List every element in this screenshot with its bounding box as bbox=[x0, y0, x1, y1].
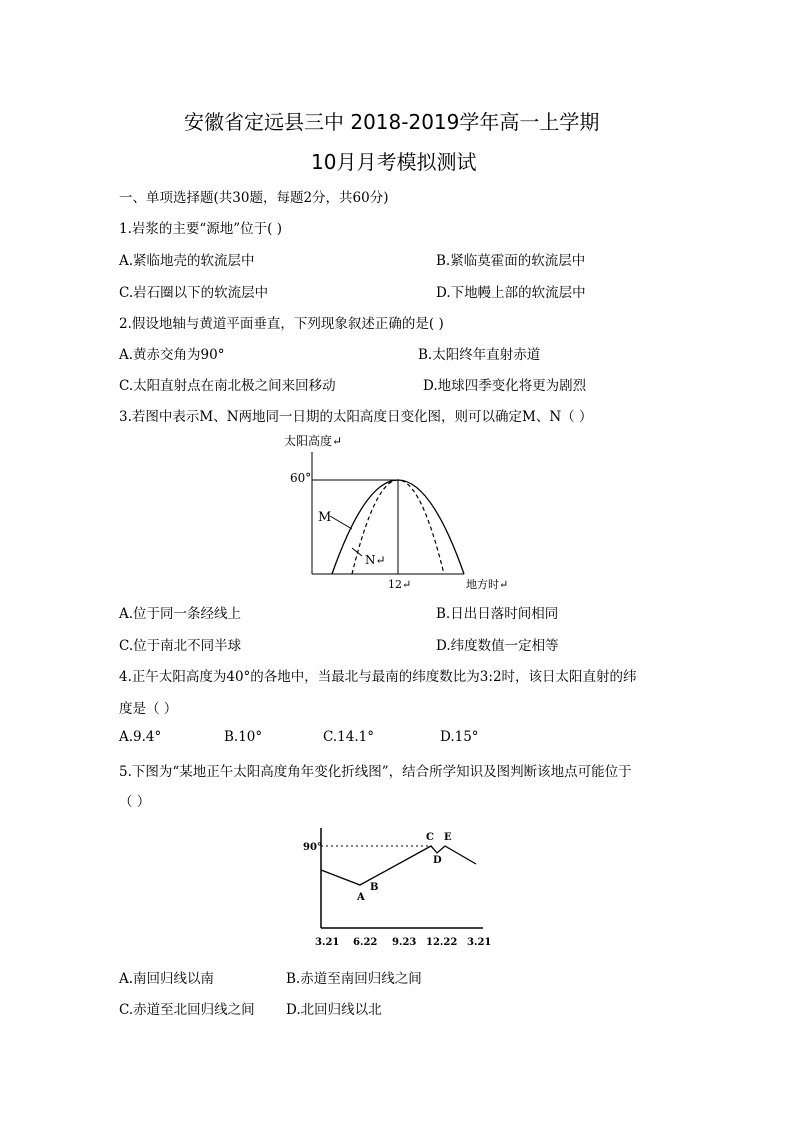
q3-option-a: A.位于同一条经线上 bbox=[119, 606, 242, 622]
q4-option-c: C.14.1° bbox=[323, 729, 374, 745]
fig1-60-label: 60° bbox=[290, 471, 312, 485]
fig1-ylabel: 太阳高度↵ bbox=[284, 434, 343, 448]
q5-stem-line2: （ ） bbox=[119, 794, 151, 810]
q5-stem-line1: 5.下图为“某地正午太阳高度角年变化折线图”，结合所学知识及图判断该地点可能位于 bbox=[119, 764, 632, 780]
q1-stem: 1.岩浆的主要“源地”位于( ) bbox=[119, 221, 283, 237]
fig1-label-n: N↵ bbox=[365, 553, 386, 567]
section-heading: 一、单项选择题(共30题，每题2分，共60分) bbox=[119, 190, 389, 206]
q2-option-d: D.地球四季变化将更为剧烈 bbox=[423, 378, 587, 394]
q2-option-a: A.黄赤交角为90° bbox=[119, 347, 225, 363]
fig1-tick-12: 12↵ bbox=[388, 578, 412, 590]
fig2-tick: 12.22 bbox=[426, 937, 458, 948]
q5-option-d: D.北回归线以北 bbox=[286, 1002, 382, 1018]
q5-option-b: B.赤道至南回归线之间 bbox=[286, 971, 422, 987]
fig1-arrow-n bbox=[352, 548, 362, 556]
q3-option-d: D.纬度数值一定相等 bbox=[436, 638, 559, 654]
q1-option-c: C.岩石圈以下的软流层中 bbox=[119, 285, 269, 301]
fig2-point-d: D bbox=[433, 855, 442, 866]
fig2-tick: 3.21 bbox=[467, 937, 492, 948]
fig2-point-a: A bbox=[357, 892, 365, 903]
q1-option-a: A.紧临地壳的软流层中 bbox=[119, 253, 255, 269]
q3-stem: 3.若图中表示M、N两地同一日期的太阳高度日变化图，则可以确定M、N（ ） bbox=[119, 409, 593, 425]
q4-stem-line1: 4.正午太阳高度为40°的各地中，当最北与最南的纬度数比为3:2时，该日太阳直射的纬 bbox=[119, 669, 637, 685]
q5-option-a: A.南回归线以南 bbox=[119, 971, 215, 987]
page-title-line1: 安徽省定远县三中 2018-2019学年高一上学期 bbox=[184, 110, 600, 134]
fig2-point-c: C bbox=[426, 832, 434, 843]
fig2-point-b: B bbox=[370, 882, 379, 893]
q3-option-c: C.位于南北不同半球 bbox=[119, 638, 242, 654]
fig2-tick: 3.21 bbox=[315, 937, 340, 948]
page-title-line2: 10月月考模拟测试 bbox=[311, 150, 477, 174]
q3-option-b: B.日出日落时间相同 bbox=[436, 606, 559, 622]
noon-altitude-figure bbox=[295, 826, 495, 952]
q4-stem-line2: 度是（ ） bbox=[119, 701, 178, 717]
fig2-point-e: E bbox=[444, 832, 452, 843]
q4-option-a: A.9.4° bbox=[119, 729, 162, 745]
q2-option-c: C.太阳直射点在南北极之间来回移动 bbox=[119, 378, 336, 394]
q4-option-d: D.15° bbox=[440, 729, 479, 745]
q2-stem: 2.假设地轴与黄道平面垂直，下列现象叙述正确的是( ) bbox=[119, 316, 444, 332]
q1-option-d: D.下地幔上部的软流层中 bbox=[436, 285, 586, 301]
fig2-polyline bbox=[321, 846, 476, 885]
q4-option-b: B.10° bbox=[224, 729, 263, 745]
q1-option-b: B.紧临莫霍面的软流层中 bbox=[436, 253, 586, 269]
q2-option-b: B.太阳终年直射赤道 bbox=[418, 347, 541, 363]
fig1-arrow-m bbox=[330, 516, 352, 529]
fig1-xlabel: 地方时↵ bbox=[466, 578, 509, 590]
q5-option-c: C.赤道至北回归线之间 bbox=[119, 1002, 255, 1018]
fig2-tick: 6.22 bbox=[353, 937, 378, 948]
fig2-tick: 9.23 bbox=[392, 937, 417, 948]
solar-altitude-figure bbox=[270, 430, 520, 590]
fig2-90-label: 90° bbox=[303, 842, 322, 853]
fig1-label-m: M bbox=[318, 510, 332, 525]
